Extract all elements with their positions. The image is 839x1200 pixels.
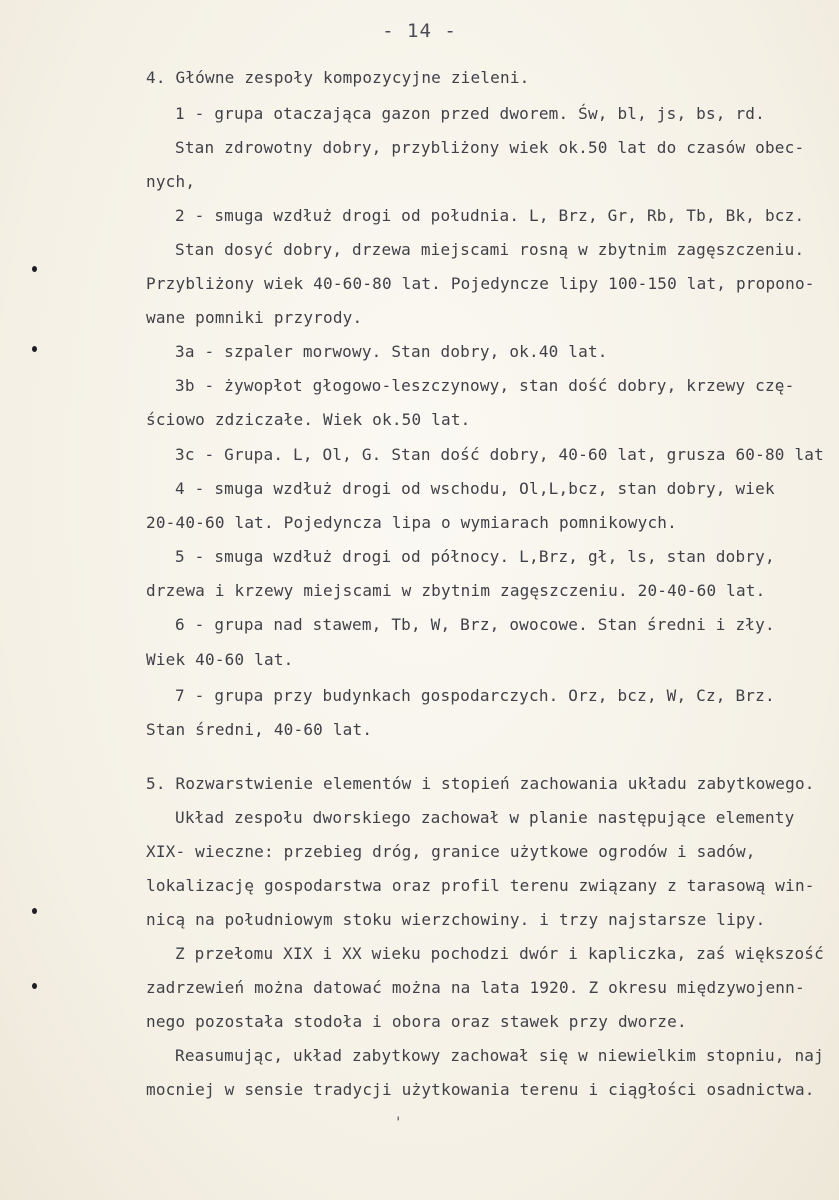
binder-hole-mark — [32, 908, 37, 914]
section-4-heading: 4. Główne zespoły kompozycyjne zieleni. — [146, 68, 530, 87]
text-line: 20-40-60 lat. Pojedyncza lipa o wymiarach pomnikowych. — [146, 513, 677, 532]
text-line: drzewa i krzewy miejscami w zbytnim zagęszczeniu. 20-40-60 lat. — [146, 581, 766, 600]
text-line: 5 - smuga wzdłuż drogi od północy. L,Brz, gł, ls, stan dobry, — [175, 547, 775, 566]
text-line: Stan dosyć dobry, drzewa miejscami rosną w zbytnim zagęszczeniu. — [175, 240, 805, 259]
text-line: mocniej w sensie tradycji użytkowania terenu i ciągłości osadnictwa. — [146, 1080, 815, 1099]
text-line: ściowo zdziczałe. Wiek ok.50 lat. — [146, 410, 471, 429]
binder-hole-mark — [32, 266, 37, 272]
text-line: wane pomniki przyrody. — [146, 308, 363, 327]
text-line: XIX- wieczne: przebieg dróg, granice użytkowe ogrodów i sadów, — [146, 842, 756, 861]
text-line: Wiek 40-60 lat. — [146, 650, 294, 669]
section-5-heading: 5. Rozwarstwienie elementów i stopień zachowania układu zabytkowego. — [146, 774, 815, 793]
text-line: Stan zdrowotny dobry, przybliżony wiek ok.50 lat do czasów obec- — [175, 138, 805, 157]
text-line: Z przełomu XIX i XX wieku pochodzi dwór i kapliczka, zaś większość — [175, 944, 824, 963]
page-number: - 14 - — [382, 20, 457, 42]
text-line: Przybliżony wiek 40-60-80 lat. Pojedyncze lipy 100-150 lat, propono- — [146, 274, 815, 293]
text-line: Reasumując, układ zabytkowy zachował się w niewielkim stopniu, naj — [175, 1046, 824, 1065]
text-line: 1 - grupa otaczająca gazon przed dworem. Św, bl, js, bs, rd. — [175, 104, 765, 123]
text-line: 6 - grupa nad stawem, Tb, W, Brz, owocowe. Stan średni i zły. — [175, 615, 775, 634]
text-line: nego pozostała stodoła i obora oraz stawek przy dworze. — [146, 1012, 687, 1031]
text-line: nicą na południowym stoku wierzchowiny. i trzy najstarsze lipy. — [146, 910, 766, 929]
text-line: lokalizację gospodarstwa oraz profil terenu związany z tarasową win- — [146, 876, 815, 895]
text-line: 4 - smuga wzdłuż drogi od wschodu, Ol,L,bcz, stan dobry, wiek — [175, 479, 775, 498]
binder-hole-mark — [32, 346, 37, 352]
text-line: 2 - smuga wzdłuż drogi od południa. L, Brz, Gr, Rb, Tb, Bk, bcz. — [175, 206, 805, 225]
text-line: Stan średni, 40-60 lat. — [146, 720, 373, 739]
text-line: Układ zespołu dworskiego zachował w planie następujące elementy — [175, 808, 795, 827]
text-line: 3a - szpaler morwowy. Stan dobry, ok.40 lat. — [175, 342, 608, 361]
text-line: 7 - grupa przy budynkach gospodarczych. Orz, bcz, W, Cz, Brz. — [175, 686, 775, 705]
text-line: 3c - Grupa. L, Ol, G. Stan dość dobry, 40-60 lat, grusza 60-80 lat — [175, 445, 824, 464]
text-line: 3b - żywopłot głogowo-leszczynowy, stan dość dobry, krzewy czę- — [175, 376, 795, 395]
binder-hole-mark — [32, 983, 37, 989]
text-line: nych, — [146, 172, 196, 191]
text-line: zadrzewień można datować można na lata 1920. Z okresu międzywojenn- — [146, 978, 805, 997]
stray-ink-mark: ' — [394, 1115, 403, 1131]
